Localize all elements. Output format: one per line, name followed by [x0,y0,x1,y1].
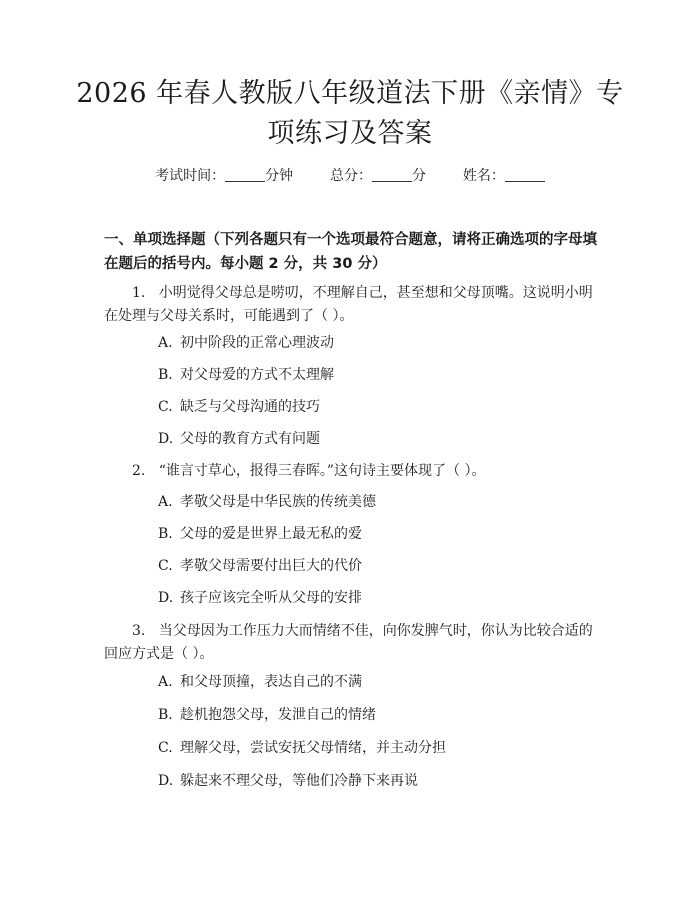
question-2-option-a: A. 孝敬父母是中华民族的传统美德 [158,494,376,510]
question-number: 3. [132,623,146,639]
time-unit: 分钟 [265,168,294,184]
document-title [60,74,640,154]
question-2-option-b: B. 父母的爱是世界上最无私的爱 [158,526,362,542]
question-stem: 小明觉得父母总是唠叨，不理解自己，甚至想和父母顶嘴。这说明小明在处理与父母关系时，可能遇到了（ ）。 [104,285,593,324]
question-1-option-c: C. 缺乏与父母沟通的技巧 [158,399,320,415]
question-3-option-d: D. 躲起来不理父母，等他们冷静下来再说 [158,773,418,789]
exam-info [0,166,700,186]
question-1-option-a: A. 初中阶段的正常心理波动 [158,335,334,351]
time-label: 考试时间： [155,168,226,184]
question-2 [104,460,604,483]
question-1 [104,282,604,328]
score-blank [372,167,412,182]
question-3 [104,620,604,666]
name-blank [505,167,545,182]
question-number: 2. [132,463,146,479]
question-2-option-c: C. 孝敬父母需要付出巨大的代价 [158,558,362,574]
question-2-option-d: D. 孩子应该完全听从父母的安排 [158,590,362,606]
question-3-option-b: B. 趁机抱怨父母，发泄自己的情绪 [158,707,376,723]
question-3-option-c: C. 理解父母，尝试安抚父母情绪，并主动分担 [158,740,446,756]
title-line-1: 2026 年春人教版八年级道法下册《亲情》专 [76,78,624,109]
question-number: 1. [132,285,146,301]
question-stem: 当父母因为工作压力大而情绪不佳，向你发脾气时，你认为比较合适的回应方式是（ ）。 [104,623,593,662]
score-unit: 分 [412,168,426,184]
score-label: 总分： [330,168,372,184]
name-label: 姓名： [462,168,505,184]
section-title: 一、单项选择题（下列各题只有一个选项最符合题意，请将正确选项的字母填在题后的括号内。每小题 2 分，共 30 分） [104,232,597,272]
title-line-2: 项练习及答案 [267,118,433,149]
question-3-option-a: A. 和父母顶撞，表达自己的不满 [158,674,362,690]
question-1-option-d: D. 父母的教育方式有问题 [158,431,320,447]
time-blank [225,167,265,182]
question-1-option-b: B. 对父母爱的方式不太理解 [158,367,334,383]
question-stem: “谁言寸草心，报得三春晖。”这句诗主要体现了（ ）。 [158,463,486,479]
